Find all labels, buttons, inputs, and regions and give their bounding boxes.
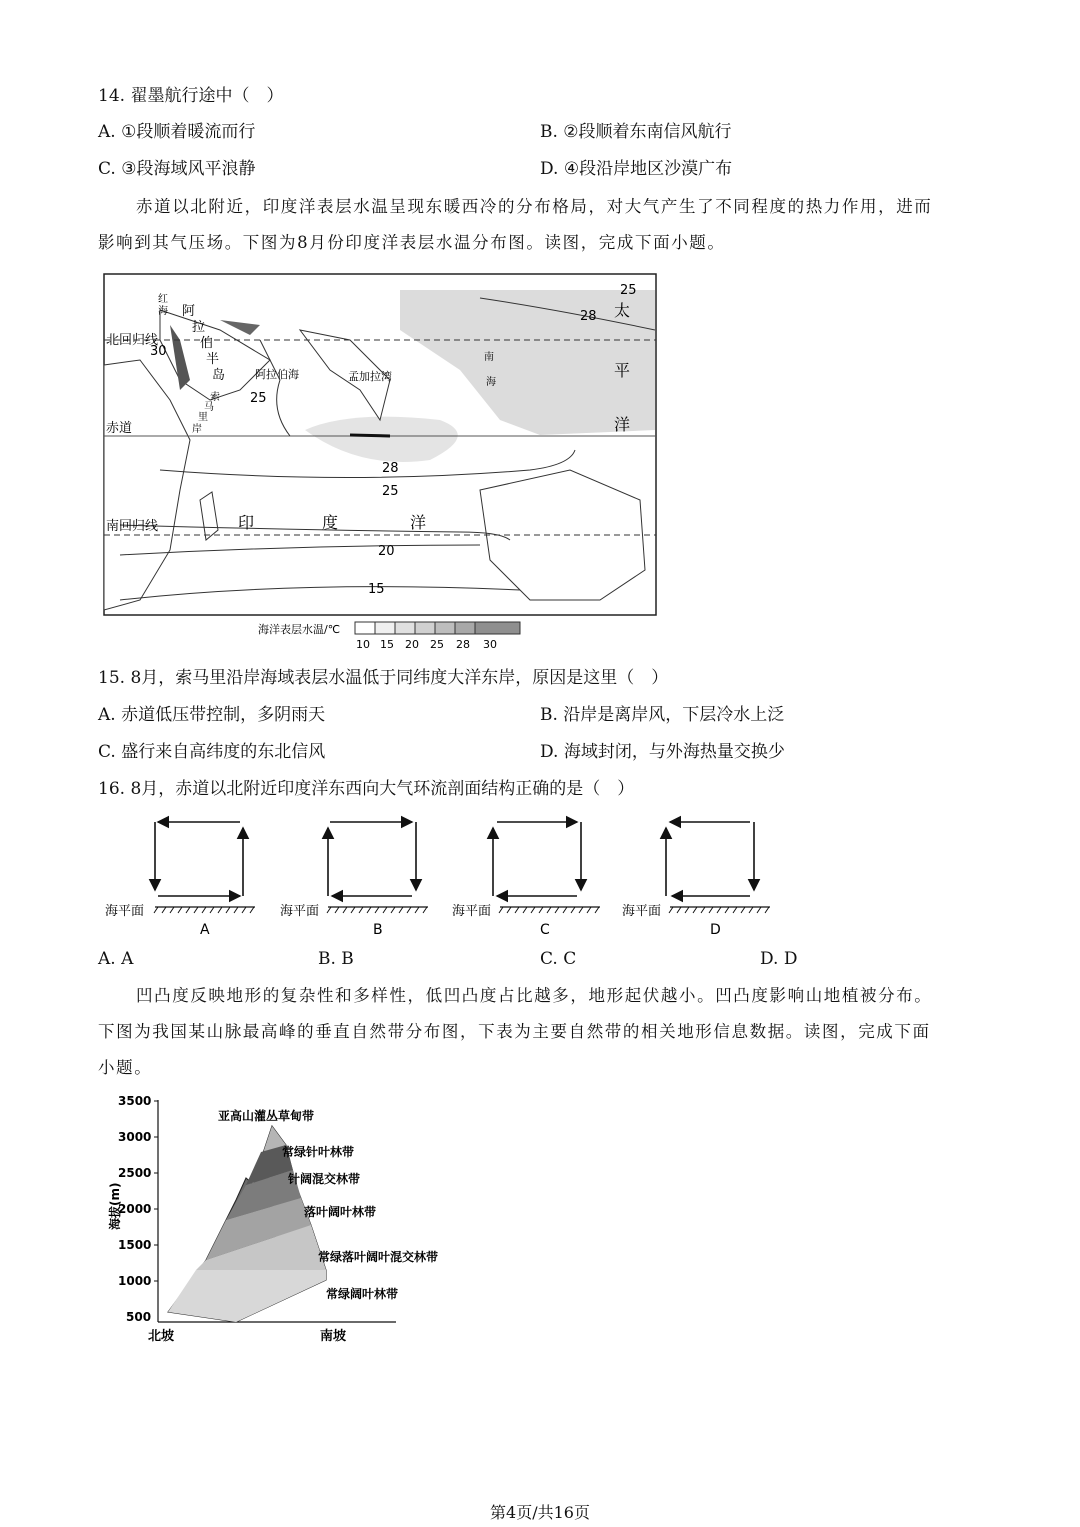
indian-ocean-char-1: 印	[238, 513, 255, 532]
indian-ocean-char-2: 度	[322, 513, 339, 532]
diagram-c	[452, 822, 600, 938]
diagram-b-sea-label: 海平面	[280, 904, 320, 919]
voyage-track	[350, 435, 390, 436]
legend-tick-25: 25	[430, 638, 444, 651]
page-footer: 第4页/共16页	[490, 1503, 590, 1522]
south-slope-label: 南坡	[320, 1329, 347, 1344]
isotherm-25c-label: 25	[250, 391, 267, 406]
ytick-2500: 2500	[118, 1166, 152, 1180]
belt-label-evergreen-conifer: 常绿针叶林带	[282, 1145, 355, 1159]
red-sea-char-1: 红	[158, 294, 168, 305]
red-sea-char-2: 海	[158, 306, 168, 317]
arabia-char-1: 阿	[182, 304, 196, 319]
legend-swatch-3	[395, 622, 415, 634]
equator-label: 赤道	[106, 421, 133, 436]
legend-title: 海洋表层水温/℃	[258, 623, 341, 636]
legend-swatch-7	[475, 622, 520, 634]
ytick-2000: 2000	[118, 1202, 152, 1216]
intro2-line1: 凹凸度反映地形的复杂性和多样性，低凹凸度占比越多，地形起伏越小。凹凸度影响山地植被分布。	[136, 986, 933, 1005]
q15-option-c: C. 盛行来自高纬度的东北信风	[98, 742, 326, 762]
diagram-d	[622, 822, 770, 938]
isotherm-20-label: 20	[378, 544, 395, 559]
arabian-sea-label: 阿拉伯海	[255, 368, 299, 381]
q15-option-d: D. 海域封闭，与外海热量交换少	[540, 742, 785, 762]
belt-label-mixed-evergreen-deciduous: 常绿落叶阔叶混交林带	[318, 1250, 439, 1264]
diagram-a-sea-label: 海平面	[105, 904, 145, 919]
legend-tick-30: 30	[483, 638, 497, 651]
legend-swatch-6	[455, 622, 475, 634]
intro1-line2: 影响到其气压场。下图为8月份印度洋表层水温分布图。读图，完成下面小题。	[98, 233, 726, 252]
sst-map	[100, 270, 660, 655]
diagram-a	[105, 822, 255, 938]
intro2-line2: 下图为我国某山脉最高峰的垂直自然带分布图，下表为主要自然带的相关地形信息数据。读图，完成下面	[98, 1022, 931, 1041]
q14-option-c: C. ③段海域风平浪静	[98, 159, 256, 179]
diagram-d-letter: D	[710, 922, 721, 938]
q16-stem: 16. 8月，赤道以北附近印度洋东西向大气环流剖面结构正确的是（ ）	[98, 779, 635, 799]
diagram-d-sea-label: 海平面	[622, 904, 662, 919]
somalia-char-3: 里	[198, 412, 208, 423]
q14-option-b: B. ②段顺着东南信风航行	[540, 122, 732, 142]
isotherm-30-label: 30	[150, 344, 167, 359]
bay-of-bengal-label: 孟加拉湾	[348, 370, 392, 383]
legend-tick-20: 20	[405, 638, 419, 651]
q14-option-a: A. ①段顺着暖流而行	[98, 122, 256, 142]
y-axis-label: 海拔(m)	[108, 1182, 122, 1230]
diagram-c-sea-label: 海平面	[452, 904, 492, 919]
pacific-char-1: 太	[614, 301, 631, 320]
diagram-b-letter: B	[373, 922, 383, 938]
q15-option-a: A. 赤道低压带控制，多阴雨天	[98, 705, 326, 725]
tropic-south-label: 南回归线	[106, 519, 159, 534]
legend-swatch-2	[375, 622, 395, 634]
legend-tick-15: 15	[380, 638, 394, 651]
pacific-char-3: 洋	[614, 415, 631, 434]
isotherm-28a-label: 28	[382, 461, 399, 476]
arabia-char-3: 伯	[200, 336, 214, 351]
ytick-1500: 1500	[118, 1238, 152, 1252]
legend-tick-28: 28	[456, 638, 470, 651]
pacific-char-2: 平	[614, 361, 631, 380]
belt-label-evergreen-broadleaf: 常绿阔叶林带	[326, 1287, 399, 1301]
legend-swatch-1	[355, 622, 375, 634]
intro1-line1: 赤道以北附近，印度洋表层水温呈现东暖西冷的分布格局，对大气产生了不同程度的热力作用，进而	[136, 197, 933, 216]
q15-stem: 15. 8月，索马里沿岸海域表层水温低于同纬度大洋东岸，原因是这里（ ）	[98, 668, 669, 688]
arabia-char-2: 拉	[192, 320, 206, 335]
scs-char-1: 南	[484, 352, 494, 363]
q16-option-c: C. C	[540, 949, 577, 969]
ytick-3000: 3000	[118, 1130, 152, 1144]
legend-swatch-4	[415, 622, 435, 634]
belt-evergreen-broadleaf	[168, 1270, 326, 1322]
north-slope-label: 北坡	[148, 1329, 175, 1344]
belt-label-mixed-conifer: 针阔混交林带	[288, 1172, 361, 1186]
somalia-char-1: 索	[210, 392, 220, 403]
diagram-a-letter: A	[200, 922, 210, 938]
diagram-b	[280, 822, 428, 938]
isotherm-25b-label: 25	[620, 283, 637, 298]
mountain-figure	[96, 1090, 476, 1350]
belt-label-deciduous: 落叶阔叶林带	[304, 1205, 377, 1219]
diagram-c-letter: C	[540, 922, 550, 938]
q15-option-b: B. 沿岸是离岸风，下层冷水上泛	[540, 705, 785, 725]
ytick-500: 500	[126, 1310, 152, 1324]
intro2-line3: 小题。	[98, 1058, 153, 1077]
arabia-char-5: 岛	[212, 368, 226, 383]
ytick-3500: 3500	[118, 1094, 152, 1108]
somalia-char-2: 马	[204, 402, 214, 413]
scs-char-2: 海	[486, 377, 496, 388]
tropic-north-label: 北回归线	[106, 333, 159, 348]
q16-option-b: B. B	[318, 949, 354, 969]
isotherm-25a-label: 25	[382, 484, 399, 499]
legend-swatch-5	[435, 622, 455, 634]
ytick-1000: 1000	[118, 1274, 152, 1288]
q14-stem: 14. 翟墨航行途中（ ）	[98, 86, 284, 106]
legend-tick-10: 10	[356, 638, 370, 651]
q14-option-d: D. ④段沿岸地区沙漠广布	[540, 159, 733, 179]
q16-option-a: A. A	[98, 949, 134, 969]
isotherm-28b-label: 28	[580, 309, 597, 324]
belt-label-alpine: 亚高山灌丛草甸带	[218, 1109, 315, 1123]
isotherm-15-label: 15	[368, 582, 385, 597]
indian-ocean-char-3: 洋	[410, 513, 427, 532]
circulation-diagrams	[100, 810, 790, 940]
arabia-char-4: 半	[206, 352, 220, 367]
q16-option-d: D. D	[760, 949, 798, 969]
somalia-char-4: 岸	[192, 424, 202, 435]
